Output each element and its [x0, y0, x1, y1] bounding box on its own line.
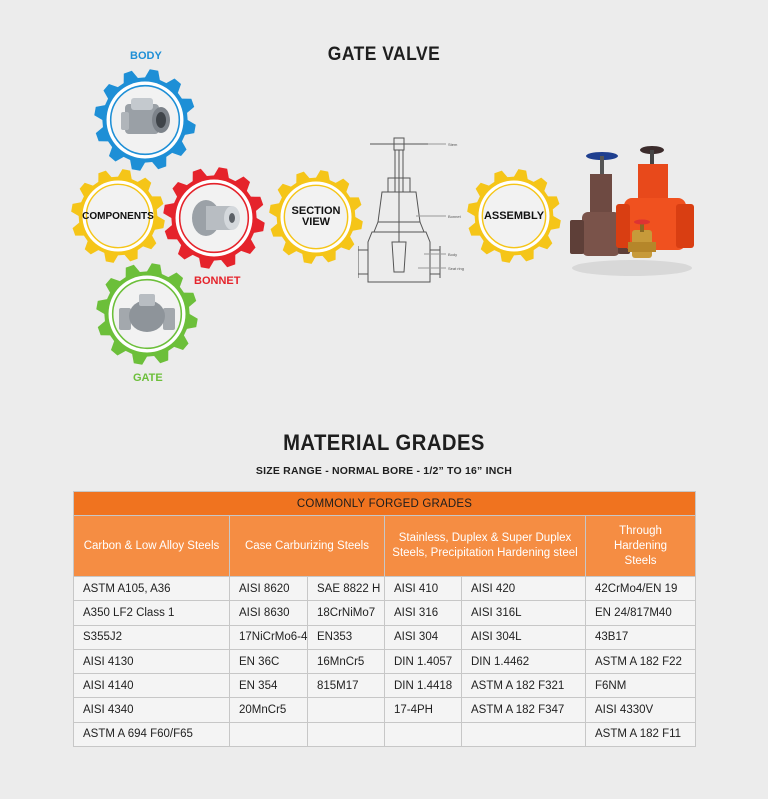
table-cell: AISI 420 [462, 577, 586, 601]
table-cell: AISI 316 [385, 601, 462, 625]
components-label: COMPONENTS [82, 210, 154, 222]
table-cell: EN 36C [230, 649, 308, 673]
table-row [74, 674, 696, 698]
table-cell: EN 354 [230, 674, 308, 698]
table-cell: 17-4PH [385, 698, 462, 722]
table-cell [308, 722, 385, 746]
header-carbon-low-alloy: Carbon & Low Alloy Steels [74, 516, 230, 577]
table-body [74, 577, 696, 747]
table-cell: 17NiCrMo6-4 [230, 625, 308, 649]
table-cell: ASTM A 694 F60/F65 [74, 722, 230, 746]
table-cell: S355J2 [74, 625, 230, 649]
table-cell: 18CrNiMo7 [308, 601, 385, 625]
table-cell: EN 24/817M40 [586, 601, 696, 625]
table-cell: AISI 4340 [74, 698, 230, 722]
table-cell: 16MnCr5 [308, 649, 385, 673]
table-cell [385, 722, 462, 746]
table-cell: AISI 410 [385, 577, 462, 601]
components-gear [70, 168, 166, 264]
table-cell [462, 722, 586, 746]
table-banner: COMMONLY FORGED GRADES [74, 492, 696, 516]
table-cell: AISI 304 [385, 625, 462, 649]
table-cell: AISI 4140 [74, 674, 230, 698]
table-cell: DIN 1.4418 [385, 674, 462, 698]
table-cell: SAE 8822 H [308, 577, 385, 601]
assembly-label: ASSEMBLY [483, 209, 545, 222]
size-range-text: SIZE RANGE - NORMAL BORE - 1/2” TO 16” INCH [255, 465, 513, 477]
table-cell: 20MnCr5 [230, 698, 308, 722]
material-grades-table [73, 491, 696, 747]
table-row [74, 649, 696, 673]
gate-part-image [117, 292, 177, 336]
header-case-carburizing: Case Carburizing Steels [230, 516, 385, 577]
table-cell: AISI 4330V [586, 698, 696, 722]
body-label: BODY [130, 50, 162, 62]
table-cell: AISI 304L [462, 625, 586, 649]
material-grades-title: MATERIAL GRADES [283, 430, 485, 455]
table-cell: 42CrMo4/EN 19 [586, 577, 696, 601]
header-through-hardening: Through Hardening Steels [586, 516, 696, 577]
svg-text:Body: Body [448, 252, 458, 257]
gate-gear [95, 262, 199, 366]
table-cell: A350 LF2 Class 1 [74, 601, 230, 625]
body-gear [93, 68, 197, 172]
table-row [74, 698, 696, 722]
table-cell: EN353 [308, 625, 385, 649]
table-cell: AISI 8630 [230, 601, 308, 625]
bonnet-part-image [188, 194, 242, 242]
table-cell: ASTM A 182 F347 [462, 698, 586, 722]
table-cell [230, 722, 308, 746]
table-cell [308, 698, 385, 722]
table-cell: 815M17 [308, 674, 385, 698]
table-cell: F6NM [586, 674, 696, 698]
assembled-valves-image [568, 138, 696, 278]
section-view-gear [268, 169, 364, 265]
table-row [74, 625, 696, 649]
table-cell: ASTM A 182 F11 [586, 722, 696, 746]
table-cell: 43B17 [586, 625, 696, 649]
bonnet-label: BONNET [194, 275, 241, 287]
table-cell: ASTM A 182 F22 [586, 649, 696, 673]
bonnet-gear [162, 166, 266, 270]
header-stainless-duplex: Stainless, Duplex & Super Duplex Steels, Precipitation Hardening steel [385, 516, 586, 577]
table-cell: AISI 316L [462, 601, 586, 625]
table-cell: ASTM A 182 F321 [462, 674, 586, 698]
svg-text:Seat ring: Seat ring [448, 266, 465, 271]
svg-text:Bonnet: Bonnet [448, 214, 461, 219]
assembly-gear [466, 168, 562, 264]
section-view-label: SECTION VIEW [291, 205, 341, 228]
table-cell: DIN 1.4462 [462, 649, 586, 673]
gate-label: GATE [133, 372, 163, 384]
table-cell: AISI 4130 [74, 649, 230, 673]
svg-text:Stem: Stem [448, 142, 458, 147]
table-cell: DIN 1.4057 [385, 649, 462, 673]
table-cell: AISI 8620 [230, 577, 308, 601]
table-row [74, 577, 696, 601]
body-part-image [117, 94, 173, 146]
table-cell: ASTM A105, A36 [74, 577, 230, 601]
gate-valve-title: GATE VALVE [327, 44, 441, 65]
table-row [74, 722, 696, 746]
table-row [74, 601, 696, 625]
